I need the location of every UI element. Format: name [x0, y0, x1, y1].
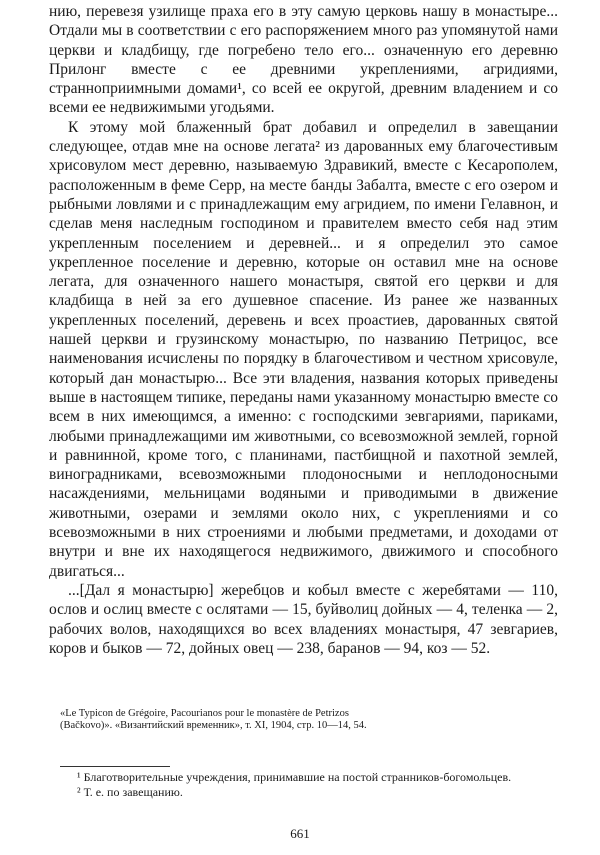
footnote-1: ¹ Благотворительные учреждения, принимавшие на постой странников-богомольцев. [77, 770, 512, 784]
source-citation: «Le Typicon de Grégoire, Pacourianos pour le monastère de Petrizos (Bačkovo)». «Византийский временник», т. XI, 1904, стр. 10—14, 54. [60, 708, 367, 731]
paragraph-1: нию, перевезя узилище праха его в эту самую церковь нашу в монастыре... Отдали мы в соответствии с его распоряжением много раз упомянутой нами церкви и кладбищу, где погребено тело его... означенную его деревню Прилонг вместе с ее древними укреплениями, агридиями, странноприимными домами¹, со всей ее округой, древним владением и со всеми ее недвижимыми угодьями. [49, 3, 558, 117]
footnote-2: ² Т. е. по завещанию. [77, 784, 183, 799]
footnote-divider [60, 766, 170, 767]
footnotes [49, 770, 558, 799]
main-text [49, 2, 558, 658]
page-number: 661 [290, 826, 310, 841]
paragraph-3: ...[Дал я монастырю] жеребцов и кобыл вместе с жеребятами — 110, ослов и ослиц вместе с ослятами — 15, буйволиц дойных — 4, теленка — 2, рабочих волов, находящихся во всех владениях монастыря, 47 зевгариев, коров и быков — 72, дойных овец — 238, баранов — 94, коз — 52. [49, 581, 558, 657]
paragraph-2: К этому мой блаженный брат добавил и определил в завещании следующее, отдав мне на основе легата² из дарованных ему благочестивым хрисовулом мест деревню, называемую Здравикий, вместе с Кесарополем, расположенным в феме Серр, на месте банды Забалта, вместе с его озером и рыбными ловлями и с принадлежащим ему агридием, по имени Гелавнон, и сделав меня наследным господином и правителем вместо себя над этим укрепленным поселением и деревней... и я определил это самое укрепленное поселение и деревню, которые он оставил мне на основе легата, для означенного нашего монастыря, святой его церкви и для кладбища в ней за его душевное спасение. Из ранее же названных укрепленных поселений, деревень и всех проастиев, дарованных святой нашей церкви и грузинскому монастырю, по названию Петрицос, все наименования исчислены по порядку в благочестивом и честном хрисовуле, который дан монастырю... Все эти владения, названия которых приведены выше в настоящем типике, переданы нами указанному монастырю вместе со всем в них имеющимся, а именно: с господскими зевгариями, париками, любыми принадлежащими им животными, со всевозможной землей, горной и равнинной, кроме того, с планинами, пастбищной и пахотной землей, виноградниками, всевозможными плодоносными и неплодоносными насаждениями, мельницами водяными и приводимыми в движение животными, озерами и землями около них, с укреплениями и со всевозможными в них строениями и любыми предметами, и доходами от внутри и вне их находящегося недвижимого, движимого и способного двигаться... [49, 118, 558, 580]
